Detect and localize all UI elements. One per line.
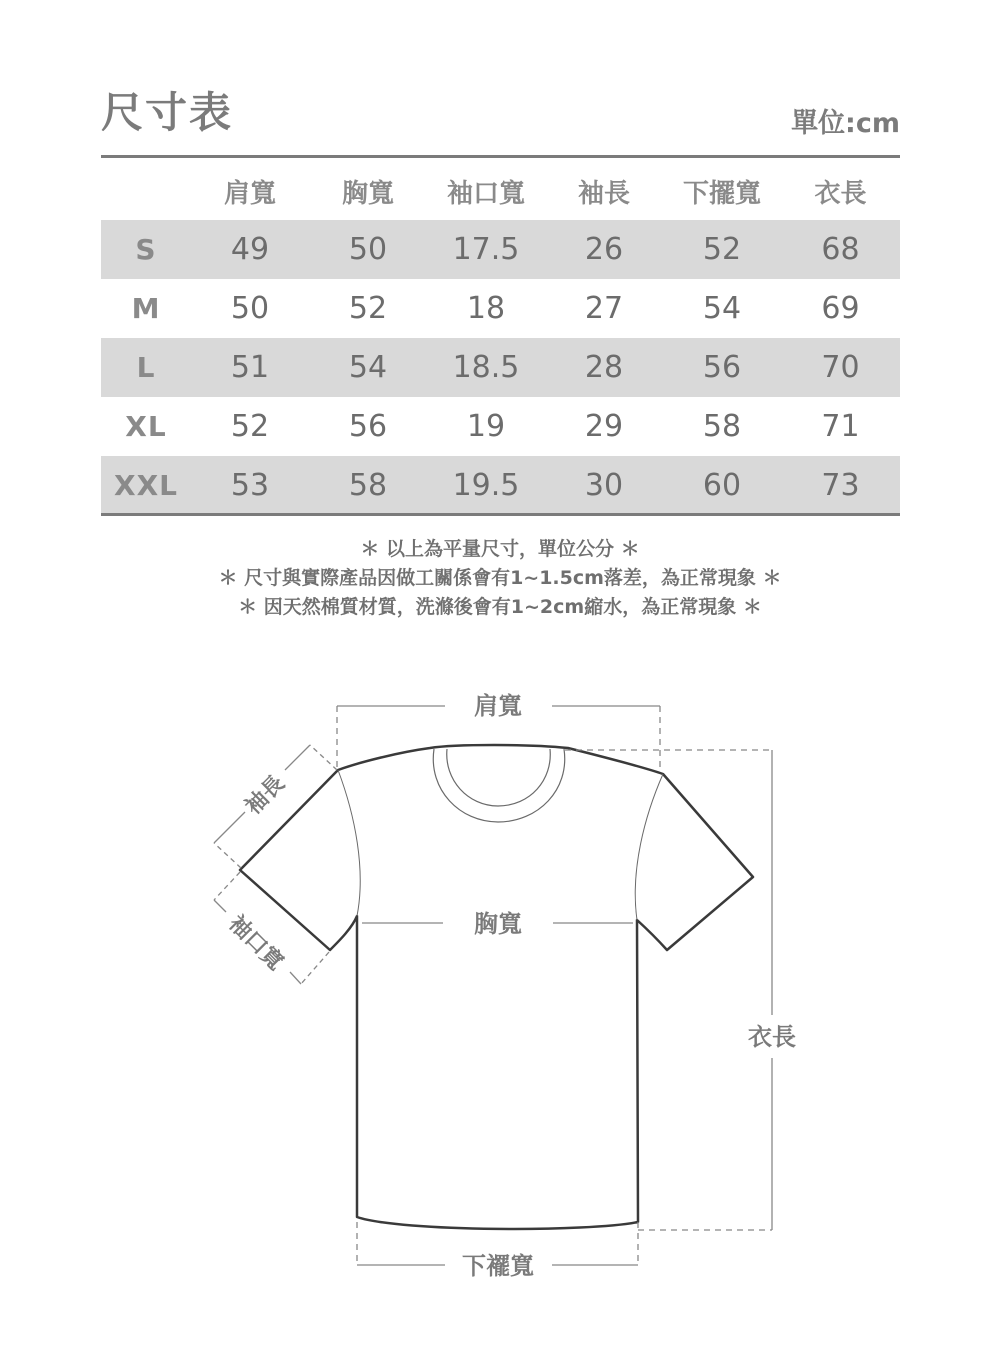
page-title: 尺寸表 [101,88,234,137]
table-cell: 58 [309,456,427,515]
collar-outer [433,749,564,822]
hem-label: 下襬寬 [462,1252,534,1280]
table-row [101,220,900,279]
table-cell: 73 [781,456,900,515]
table-cell: 50 [309,220,427,279]
length-measure [565,750,772,1230]
tshirt-outline [240,745,753,1229]
chest-label: 胸寬 [474,910,522,938]
note-line: ＊ 以上為平量尺寸，單位公分 ＊ [360,538,640,560]
cuff-label: 袖口寬 [223,911,288,976]
size-label: S [101,220,191,279]
table-cell: 56 [348,409,388,444]
note-line: ＊ 尺寸與實際產品因做工關係會有1~1.5cm落差，為正常現象 ＊ [218,567,782,589]
table-cell: 50 [230,291,270,326]
table-row [101,456,900,515]
size-label: XL [125,410,167,443]
column-header-cuff: 袖口寬 [446,178,525,209]
table-cell: 29 [584,409,624,444]
collar-inner [447,749,551,806]
table-cell: 68 [781,220,900,279]
size-label: L [101,338,191,397]
table-row [101,338,900,397]
table-top-rule [101,155,900,158]
table-cell: 51 [191,338,309,397]
table-cell: 49 [191,220,309,279]
table-cell: 17.5 [427,220,545,279]
table-cell: 54 [309,338,427,397]
table-cell: 56 [663,338,781,397]
table-cell: 52 [663,220,781,279]
table-cell: 18.5 [427,338,545,397]
table-cell: 19 [466,409,506,444]
size-label: XXL [101,456,191,515]
note-line: ＊ 因天然棉質材質，洗滌後會有1~2cm縮水，為正常現象 ＊ [238,596,762,618]
tshirt-measurement-diagram [0,640,1000,1340]
table-cell: 28 [545,338,663,397]
table-cell: 52 [230,409,270,444]
column-header-shoulder: 肩寬 [223,178,276,209]
size-label: M [131,292,161,325]
table-row [101,397,900,456]
table-cell: 70 [781,338,900,397]
table-cell: 69 [821,291,860,326]
sleeve-seam-left [338,770,360,916]
column-header-hem: 下擺寬 [682,178,761,209]
table-bottom-rule [101,513,900,516]
column-header-size [101,162,191,220]
table-cell: 71 [821,409,860,444]
table-cell: 53 [191,456,309,515]
table-cell: 58 [702,409,742,444]
table-cell: 26 [545,220,663,279]
table-header-row [101,162,900,220]
sleeve-length-measure [214,745,337,868]
table-cell: 52 [348,291,388,326]
column-header-sleeve-length: 袖長 [577,178,630,209]
table-cell: 60 [663,456,781,515]
table-cell: 18 [466,291,506,326]
table-cell: 30 [545,456,663,515]
notes [0,535,1000,622]
table-cell: 27 [584,291,624,326]
length-label: 衣長 [748,1023,796,1051]
sleeve-length-label: 袖長 [240,770,290,820]
size-table [101,162,900,515]
table-cell: 19.5 [427,456,545,515]
shoulder-label: 肩寬 [474,692,522,720]
sleeve-seam-right [635,774,663,920]
table-row [101,279,900,338]
column-header-length: 衣長 [814,178,867,209]
column-header-chest: 胸寬 [341,178,394,209]
unit-label: 單位:cm [791,108,900,139]
table-cell: 54 [702,291,742,326]
